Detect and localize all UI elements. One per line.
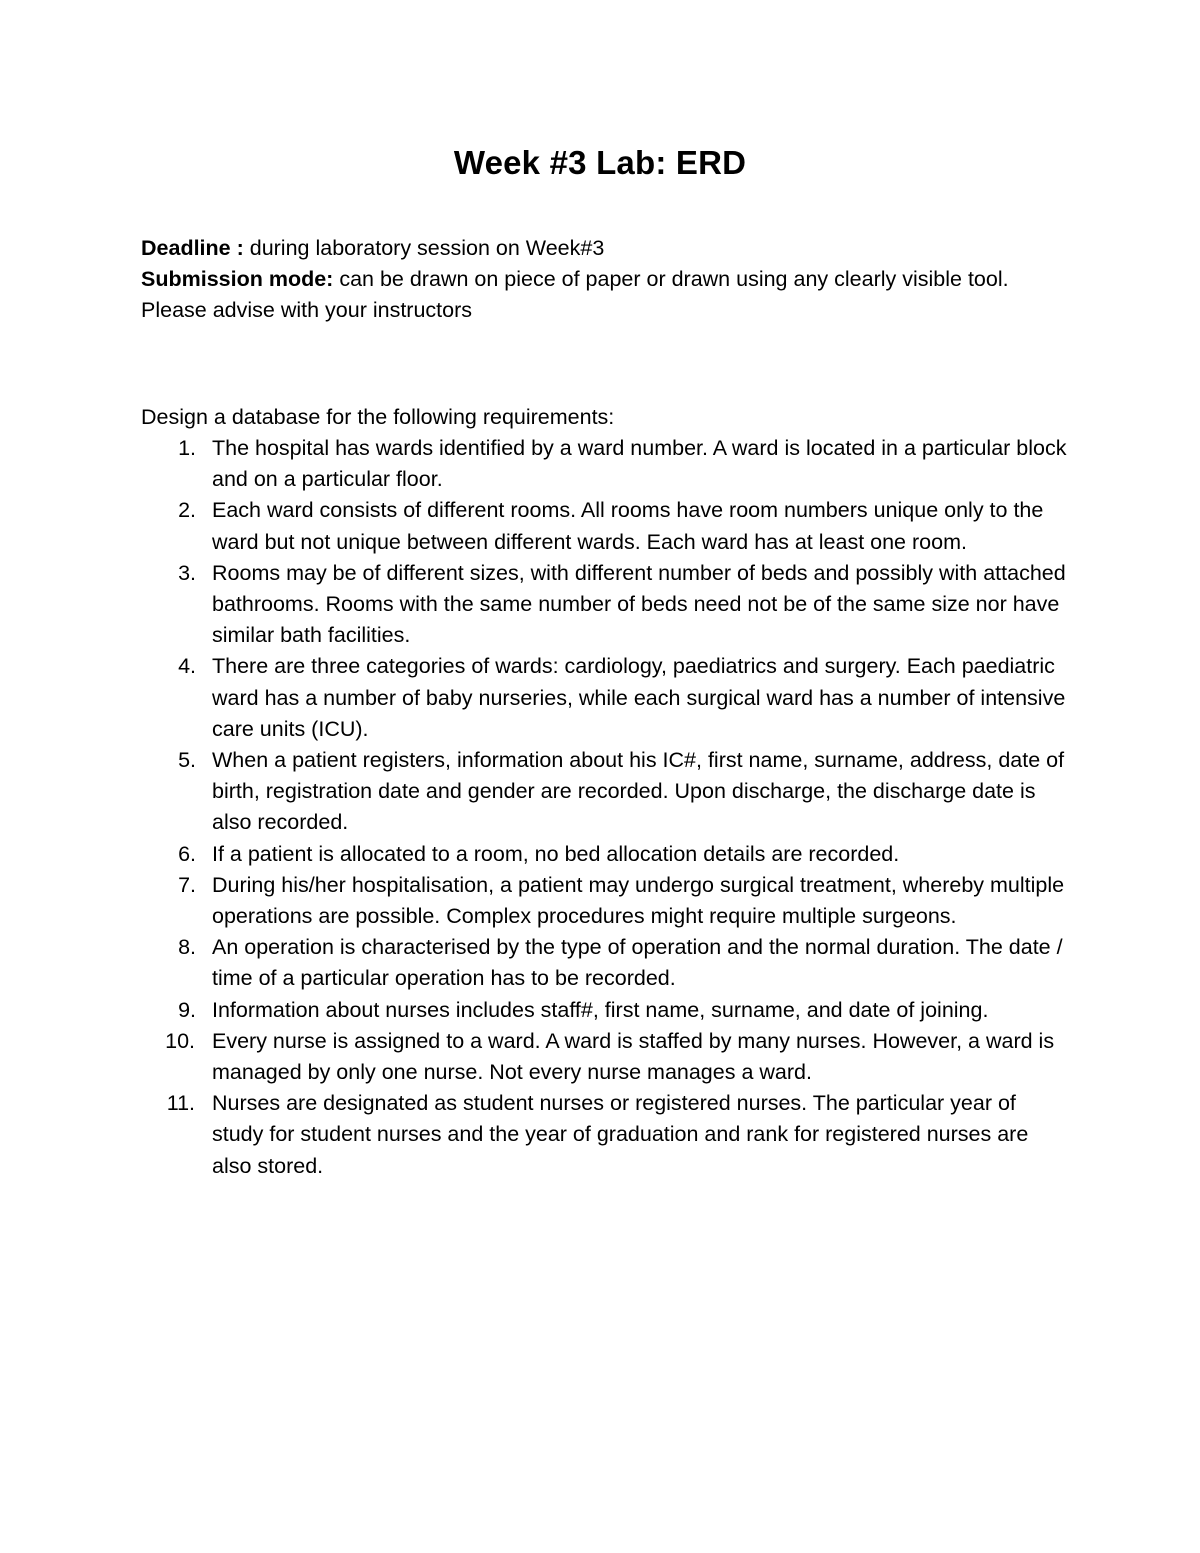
item-text: The hospital has wards identified by a ward number. A ward is located in a particular block and on a particular floor. [212, 436, 1067, 492]
item-number: 3. [178, 560, 196, 585]
item-number: 2. [178, 498, 196, 523]
list-item [141, 1088, 1071, 1182]
submission-value: can be drawn on piece of paper or drawn using any clearly visible tool. Please advise with your instructors [141, 267, 1009, 322]
item-text: Every nurse is assigned to a ward. A ward is staffed by many nurses. However, a ward is managed by only one nurse. Not every nurse manages a ward. [212, 1028, 1055, 1085]
item-text: Information about nurses includes staff#, first name, surname, and date of joining. [212, 997, 989, 1022]
item-text: If a patient is allocated to a room, no bed allocation details are recorded. [212, 841, 900, 866]
requirements-list [141, 433, 1071, 1182]
item-number: 9. [178, 997, 196, 1022]
list-item [141, 558, 1071, 652]
item-number: 10. [165, 1028, 195, 1053]
requirements-intro: Design a database for the following requirements: [141, 405, 615, 429]
item-text: When a patient registers, information about his IC#, first name, surname, address, date of birth, registration date and gender are recorded. Upon discharge, the discharge date is also recorded. [212, 748, 1065, 835]
list-item [141, 745, 1071, 839]
item-number: 11. [166, 1091, 195, 1116]
list-item [141, 433, 1071, 495]
submission-label: Submission mode: [141, 267, 334, 291]
list-item [141, 839, 1071, 870]
assignment-meta [141, 233, 1061, 326]
list-item [141, 495, 1071, 557]
list-item [141, 651, 1071, 745]
item-text: During his/her hospitalisation, a patient may undergo surgical treatment, whereby multiple operations are possible. Complex procedures might require multiple surgeons. [212, 872, 1065, 929]
item-text: There are three categories of wards: cardiology, paediatrics and surgery. Each paediatric ward has a number of baby nurseries, while each surgical ward has a number of intensive care units (ICU). [212, 654, 1066, 741]
item-number: 1. [178, 436, 196, 460]
item-text: Each ward consists of different rooms. All rooms have room numbers unique only to the ward but not unique between different wards. Each ward has at least one room. [212, 498, 1044, 554]
submission-line [141, 264, 1061, 326]
item-text: Rooms may be of different sizes, with different number of beds and possibly with attached bathrooms. Rooms with the same number of beds need not be of the same size nor have similar bath facilities. [212, 560, 1066, 648]
item-number: 6. [178, 841, 196, 866]
list-item [141, 995, 1071, 1026]
item-number: 8. [178, 935, 196, 960]
deadline-label: Deadline : [141, 236, 244, 260]
item-number: 5. [178, 748, 196, 773]
item-number: 7. [178, 872, 196, 897]
item-text: Nurses are designated as student nurses or registered nurses. The particular year of study for student nurses and the year of graduation and rank for registered nurses are also stored. [212, 1091, 1029, 1178]
page-title: Week #3 Lab: ERD [453, 144, 747, 181]
item-text: An operation is characterised by the type of operation and the normal duration. The date / time of a particular operation has to be recorded. [212, 935, 1063, 991]
list-item [141, 932, 1071, 994]
list-item [141, 1026, 1071, 1088]
list-item [141, 870, 1071, 932]
item-number: 4. [178, 654, 196, 679]
deadline-line [141, 233, 1061, 264]
deadline-value: during laboratory session on Week#3 [249, 236, 605, 260]
